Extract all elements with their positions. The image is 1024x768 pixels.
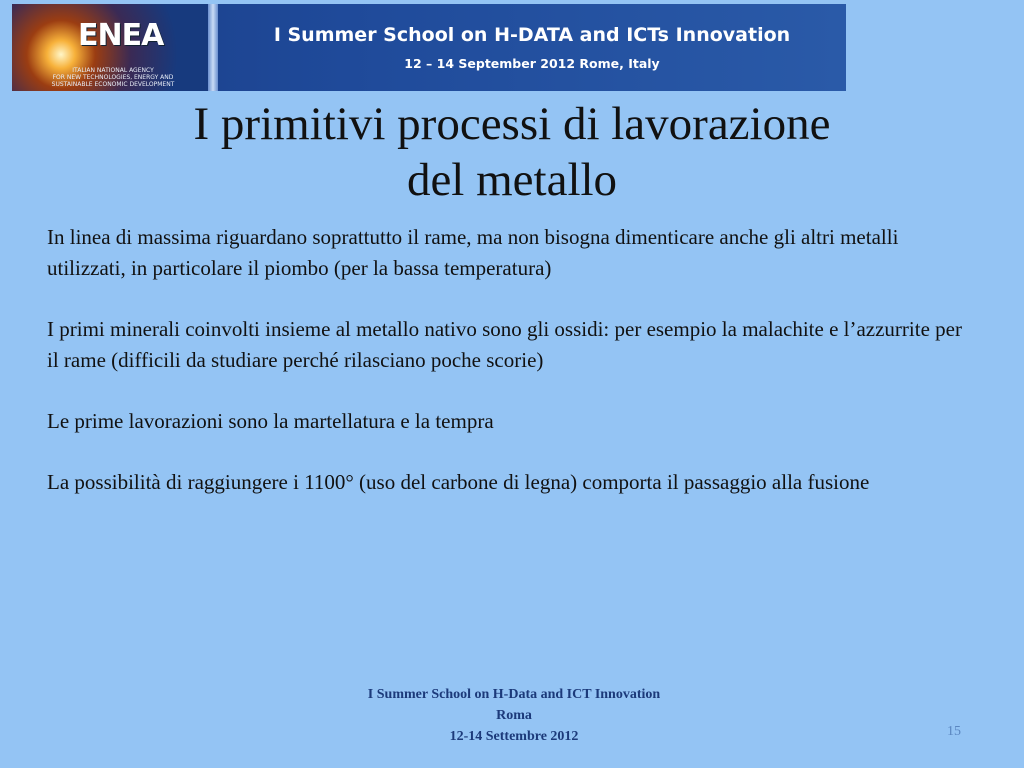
body-paragraph: I primi minerali coinvolti insieme al metallo nativo sono gli ossidi: per esempio la malachite e l’azzurrite per il rame (difficili da studiare perché rilasciano poche scorie) [47, 317, 962, 372]
agency-line: ITALIAN NATIONAL AGENCY [72, 67, 154, 74]
enea-logo [12, 4, 208, 91]
body-paragraph: La possibilità di raggiungere i 1100° (uso del carbone di legna) comporta il passaggio alla fusione [47, 470, 870, 494]
slide-title [60, 96, 964, 208]
footer-line: I Summer School on H-Data and ICT Innovation [367, 687, 661, 702]
slide-title-line: del metallo [406, 154, 618, 206]
agency-description [20, 67, 206, 88]
header-banner [12, 4, 846, 91]
banner-subtitle: 12 – 14 September 2012 Rome, Italy [404, 56, 660, 71]
page-number: 15 [947, 724, 961, 739]
footer-line: 12-14 Settembre 2012 [449, 729, 579, 744]
slide-body [47, 222, 977, 528]
slide-footer [300, 684, 728, 747]
body-paragraph: Le prime lavorazioni sono la martellatura e la tempra [47, 409, 494, 433]
slide-title-line: I primitivi processi di lavorazione [193, 98, 831, 150]
body-paragraph: In linea di massima riguardano soprattutto il rame, ma non bisogna dimenticare anche gli altri metalli utilizzati, in particolare il piombo (per la bassa temperatura) [47, 225, 899, 280]
logo-text: ENEA [78, 18, 164, 53]
banner-divider [208, 4, 218, 91]
agency-line: FOR NEW TECHNOLOGIES, ENERGY AND [52, 74, 174, 81]
footer-line: Roma [496, 708, 532, 723]
banner-title: I Summer School on H-DATA and ICTs Innovation [273, 24, 791, 46]
agency-line: SUSTAINABLE ECONOMIC DEVELOPMENT [51, 81, 175, 88]
